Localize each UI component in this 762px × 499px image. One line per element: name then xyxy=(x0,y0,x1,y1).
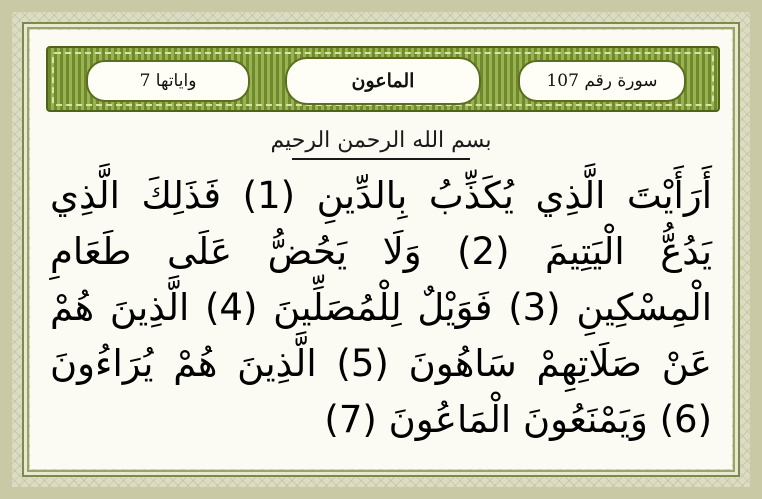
verse-2-text: فَذَلِكَ الَّذِي يَدُعُّ الْيَتِيمَ xyxy=(50,174,712,273)
verse-2-number: (2) xyxy=(457,230,510,273)
verse-1-text: أَرَأَيْتَ الَّذِي يُكَذِّبُ بِالدِّينِ xyxy=(316,174,712,217)
surah-name-title: الماعون xyxy=(285,57,481,105)
verse-3-text: وَلَا يَحُضُّ عَلَى طَعَامِ الْمِسْكِينِ xyxy=(50,230,713,329)
surah-header-band xyxy=(46,46,720,112)
verse-6-number: (6) xyxy=(659,398,712,441)
verse-7-text: وَيَمْنَعُونَ الْمَاعُونَ xyxy=(388,398,648,441)
verse-4-text: فَوَيْلٌ لِلْمُصَلِّينَ xyxy=(273,286,493,329)
verse-6-text: الَّذِينَ هُمْ يُرَاءُونَ xyxy=(50,342,317,385)
verse-1-number: (1) xyxy=(242,174,296,217)
surah-number-label: سورة رقم 107 xyxy=(518,60,686,102)
verse-4-number: (4) xyxy=(204,286,258,329)
verses-text-block xyxy=(50,168,712,468)
verse-5-number: (5) xyxy=(336,342,389,385)
verse-3-number: (3) xyxy=(508,286,561,329)
basmala-calligraphy: بسم الله الرحمن الرحيم xyxy=(262,118,500,162)
verse-count-label: وایاتها 7 xyxy=(86,60,250,102)
verse-7-number: (7) xyxy=(324,398,377,441)
verse-5-text: الَّذِينَ هُمْ عَنْ صَلَاتِهِمْ سَاهُونَ xyxy=(50,286,713,385)
